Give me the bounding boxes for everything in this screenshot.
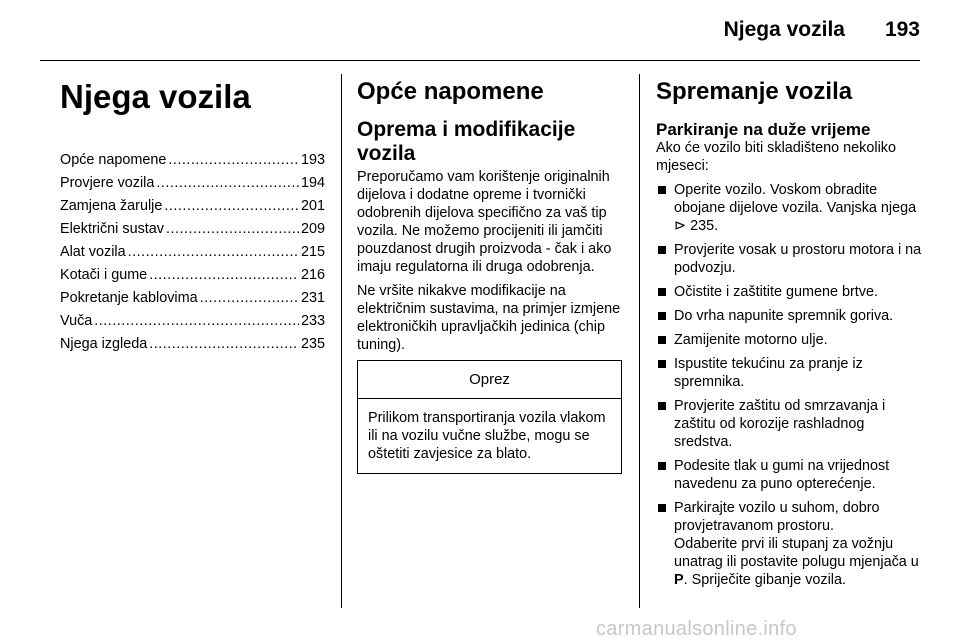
toc-leader-dots	[149, 267, 299, 283]
watermark: carmanualsonline.info	[596, 618, 797, 640]
table-of-contents	[60, 152, 325, 359]
column-divider-right	[639, 74, 640, 608]
chapter-column	[60, 78, 325, 359]
toc-entry[interactable]	[60, 244, 325, 267]
toc-entry-label: Pokretanje kablovima	[60, 289, 198, 306]
toc-entry-page: 201	[300, 197, 325, 214]
paragraph: Ako će vozilo biti skladišteno nekoliko mjeseci:	[656, 140, 896, 175]
page-reference-link[interactable]: 235.	[690, 218, 719, 235]
toc-leader-dots	[168, 152, 299, 168]
toc-leader-dots	[94, 313, 299, 329]
caution-box	[357, 360, 622, 474]
toc-entry-page: 235	[300, 335, 325, 352]
storage-checklist	[656, 181, 922, 589]
bullet-icon	[658, 402, 666, 410]
toc-entry-label: Njega izgleda	[60, 335, 148, 352]
general-notes-column	[357, 78, 622, 474]
list-item: Do vrha napunite spremnik goriva.	[656, 307, 922, 325]
toc-entry[interactable]	[60, 221, 325, 244]
list-item: Ispustite tekućinu za pranje iz spremnika.	[656, 355, 922, 391]
bullet-icon	[658, 462, 666, 470]
bullet-icon	[658, 246, 666, 254]
bullet-icon	[658, 360, 666, 368]
running-header-title: Njega vozila	[723, 18, 845, 41]
toc-leader-dots	[128, 244, 299, 260]
toc-entry[interactable]	[60, 152, 325, 175]
page-number: 193	[884, 18, 920, 41]
toc-entry-label: Vuča	[60, 312, 93, 329]
toc-entry-label: Provjere vozila	[60, 174, 155, 191]
toc-leader-dots	[166, 221, 299, 237]
chapter-title: Njega vozila	[60, 78, 251, 115]
column-divider-left	[341, 74, 342, 608]
toc-leader-dots	[149, 336, 299, 352]
bullet-icon	[658, 336, 666, 344]
toc-leader-dots	[200, 290, 299, 306]
toc-leader-dots	[156, 175, 299, 191]
toc-entry-label: Električni sustav	[60, 220, 164, 237]
list-item: Parkirajte vozilo u suhom, dobro provjetravanom prostoru. Odaberite prvi ili stupanj za vožnju unatrag ili postavite polugu mjenjača u P. Spriječite gibanje vozila.	[656, 499, 922, 589]
paragraph: Ne vršite nikakve modifikacije na električnim sustavima, na primjer izmjene elektroničkih upravljačkih jedinica (chip tuning).	[357, 282, 621, 353]
subsection-heading: Oprema i modifikacije vozila	[357, 117, 576, 165]
section-heading: Opće napomene	[357, 78, 544, 105]
list-item: Provjerite zaštitu od smrzavanja i zaštitu od korozije rashladnog sredstva.	[656, 397, 922, 451]
toc-entry-label: Alat vozila	[60, 243, 126, 260]
storage-column	[656, 78, 922, 595]
list-item: Očistite i zaštitite gumene brtve.	[656, 283, 922, 301]
caution-text: Prilikom transportiranja vozila vlakom ili na vozilu vučne službe, mogu se oštetiti zavjesice za blato.	[368, 409, 606, 462]
toc-entry[interactable]	[60, 175, 325, 198]
toc-entry-page: 231	[300, 289, 325, 306]
toc-entry-label: Zamjena žarulje	[60, 197, 163, 214]
list-item: Provjerite vosak u prostoru motora i na podvozju.	[656, 241, 922, 277]
toc-entry[interactable]	[60, 267, 325, 290]
bullet-icon	[658, 288, 666, 296]
toc-entry-label: Kotači i gume	[60, 266, 148, 283]
caution-title: Oprez	[358, 361, 621, 399]
toc-entry-page: 209	[300, 220, 325, 237]
toc-entry-page: 215	[300, 243, 325, 260]
list-item: Podesite tlak u gumi na vrijednost navedenu za puno opterećenje.	[656, 457, 922, 493]
toc-leader-dots	[164, 198, 299, 214]
toc-entry-page: 216	[300, 266, 325, 283]
gear-position: P	[674, 572, 684, 589]
page-reference-icon: ⊳	[674, 218, 687, 235]
bullet-icon	[658, 186, 666, 194]
bullet-icon	[658, 312, 666, 320]
toc-entry-page: 194	[300, 174, 325, 191]
header-divider	[40, 60, 920, 61]
toc-entry[interactable]	[60, 336, 325, 359]
section-heading: Spremanje vozila	[656, 78, 853, 105]
toc-entry-page: 193	[300, 151, 325, 168]
paragraph: Preporučamo vam korištenje originalnih dijelova i dodatne opreme i tvornički odobrenih dijelova specifično za vaš tip vozila. Ne možemo procijeniti ili jamčiti pouzdanost drugih proizvoda - čak i ako imaju regulatorna ili druga odobrenja.	[357, 168, 612, 275]
toc-entry-label: Opće napomene	[60, 151, 167, 168]
bullet-icon	[658, 504, 666, 512]
subsection-heading: Parkiranje na duže vrijeme	[656, 119, 871, 139]
list-item: Operite vozilo. Voskom obradite obojane dijelove vozila. Vanjska njega ⊳ 235.	[656, 181, 922, 235]
toc-entry[interactable]	[60, 313, 325, 336]
toc-entry-page: 233	[300, 312, 325, 329]
toc-entry[interactable]	[60, 198, 325, 221]
list-item: Zamijenite motorno ulje.	[656, 331, 922, 349]
toc-entry[interactable]	[60, 290, 325, 313]
